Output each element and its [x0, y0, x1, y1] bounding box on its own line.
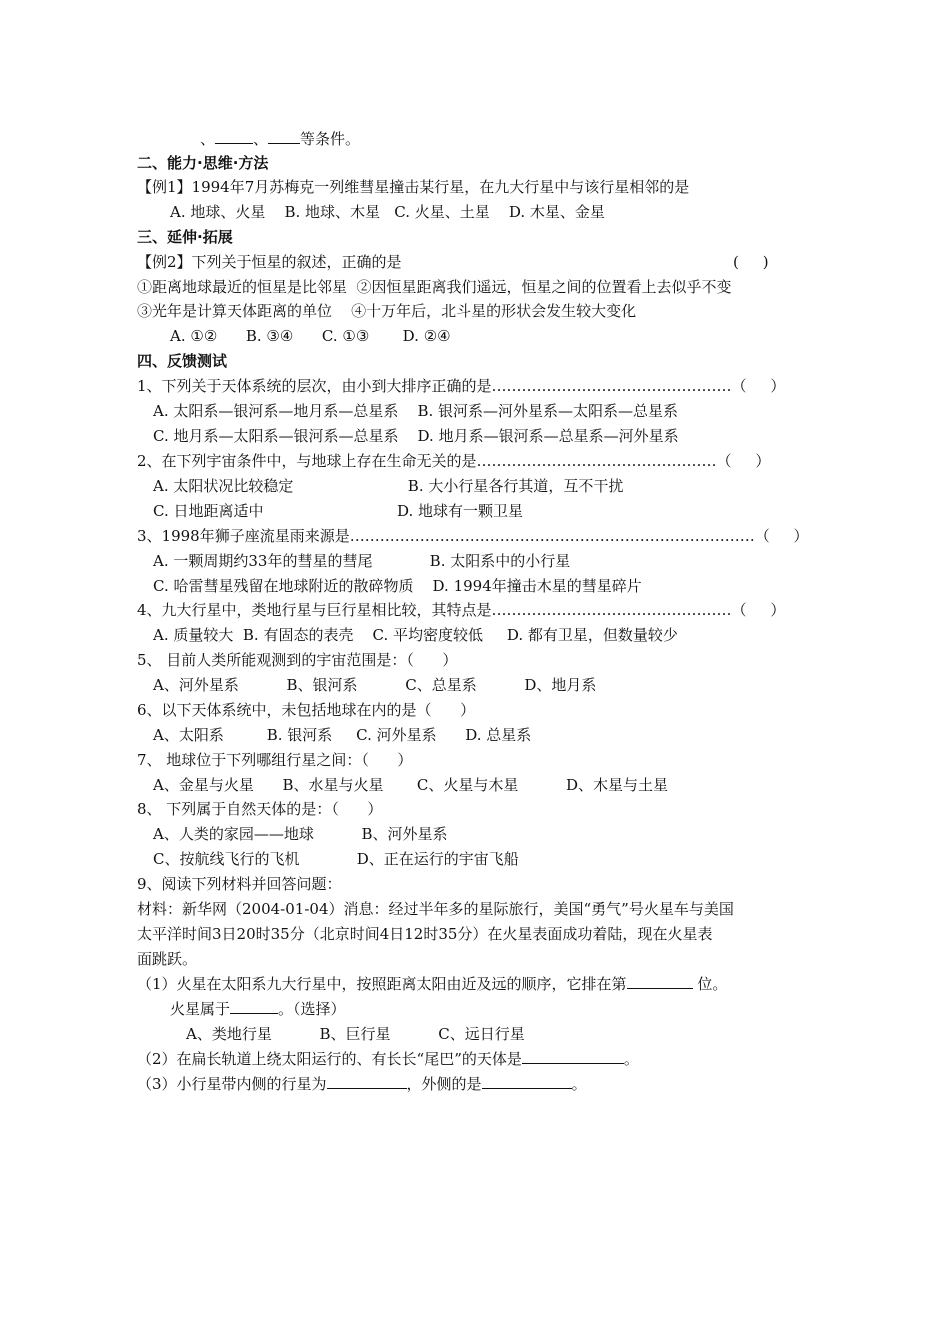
example1-options: A. 地球、火星 B. 地球、木星 C. 火星、土星 D. 木星、金星: [170, 203, 605, 221]
q9-sub2: [137, 1048, 639, 1070]
q9-sub3-blank-2: [482, 1073, 572, 1089]
q9-sub1a-blank: [627, 973, 693, 989]
example2-paren: ( ): [733, 253, 769, 271]
q8-stem: 8、 下列属于自然天体的是：（ ）: [137, 800, 383, 818]
top-line-sep: 、: [253, 130, 269, 148]
q9-sub3: [137, 1073, 587, 1095]
q6-stem: 6、以下天体系统中，未包括地球在内的是（ ）: [137, 701, 476, 719]
q2-options-1: A. 太阳状况比较稳定 B. 大小行星各行其道，互不干扰: [153, 477, 624, 495]
example2-line2: ①距离地球最近的恒星是比邻星 ②因恒星距离我们遥远，恒星之间的位置看上去似乎不变: [137, 278, 732, 296]
q2-options-2: C. 日地距离适中 D. 地球有一颗卫星: [153, 502, 524, 520]
top-line-prefix: 、: [200, 130, 216, 148]
q7-options-1: A、金星与火星 B、水星与火星 C、火星与木星 D、木星与土星: [153, 776, 669, 794]
q3-stem: 3、1998年狮子座流星雨来源是………………………………………………………………………（ ）: [137, 527, 809, 545]
q9-sub2-blank: [522, 1048, 624, 1064]
q9-sub3-end: 。: [571, 1075, 587, 1093]
q9-sub1b-end: 。（选择）: [278, 1000, 346, 1018]
q1-stem: 1、下列关于天体系统的层次，由小到大排序正确的是…………………………………………（ ）: [137, 377, 786, 395]
q5-stem: 5、 目前人类所能观测到的宇宙范围是：（ ）: [137, 651, 458, 669]
q4-options-1: A. 质量较大 B. 有固态的表壳 C. 平均密度较低 D. 都有卫星，但数量较少: [153, 626, 678, 644]
example1-stem: 【例1】1994年7月苏梅克一列维彗星撞击某行星，在九大行星中与该行星相邻的是: [137, 178, 690, 196]
example2-options: A. ①② B. ③④ C. ①③ D. ②④: [170, 327, 451, 345]
top-line-suffix: 等条件。: [300, 130, 361, 148]
q9-material-2: 太平洋时间3日20时35分（北京时间4日12时35分）在火星表面成功着陆，现在火星表: [137, 925, 713, 943]
top-line: [200, 128, 360, 150]
q9-sub1b: [170, 998, 346, 1020]
q3-options-2: C. 哈雷彗星残留在地球附近的散碎物质 D. 1994年撞击木星的彗星碎片: [153, 577, 642, 595]
q3-options-1: A. 一颗周期约33年的彗星的彗尾 B. 太阳系中的小行星: [153, 552, 571, 570]
q8-options-2: C、按航线飞行的飞机 D、正在运行的宇宙飞船: [153, 850, 519, 868]
q6-options-1: A、太阳系 B. 银河系 C. 河外星系 D. 总星系: [153, 726, 532, 744]
example2-line3: ③光年是计算天体距离的单位 ④十万年后，北斗星的形状会发生较大变化: [137, 302, 637, 320]
q1-options-2: C. 地月系—太阳系—银河系—总星系 D. 地月系—银河系—总星系—河外星系: [153, 427, 679, 445]
q4-stem: 4、九大行星中，类地行星与巨行星相比较，其特点是…………………………………………（ ）: [137, 601, 786, 619]
q9-stem: 9、阅读下列材料并回答问题：: [137, 875, 342, 893]
section3-heading: 三、延伸·拓展: [137, 228, 233, 246]
blank-2: [268, 128, 300, 144]
q9-sub3-mid: ，外侧的是: [406, 1075, 482, 1093]
blank-1: [215, 128, 253, 144]
q9-material-3: 面跳跃。: [137, 950, 198, 968]
example2-stem: 【例2】下列关于恒星的叙述，正确的是: [137, 253, 402, 271]
q9-material-1: 材料：新华网（2004-01-04）消息：经过半年多的星际旅行，美国“勇气”号火星车与美国: [137, 900, 734, 918]
q2-stem: 2、在下列宇宙条件中，与地球上存在生命无关的是…………………………………………（ ）: [137, 452, 771, 470]
q9-sub2-end: 。: [623, 1050, 639, 1068]
section2-heading: 二、能力·思维·方法: [137, 154, 269, 172]
q8-options-1: A、人类的家园——地球 B、河外星系: [153, 825, 448, 843]
q9-sub1b-blank: [230, 998, 278, 1014]
q9-sub1a: [137, 973, 727, 995]
section4-heading: 四、反馈测试: [137, 352, 228, 370]
q9-sub3-blank-1: [327, 1073, 407, 1089]
q9-sub1a-text: （1）火星在太阳系九大行星中，按照距离太阳由近及远的顺序，它排在第: [137, 975, 627, 993]
q9-sub2-text: （2）在扁长轨道上绕太阳运行的、有长长“尾巴”的天体是: [137, 1050, 522, 1068]
q9-sub1c: A、类地行星 B、巨行星 C、远日行星: [186, 1025, 525, 1043]
q9-sub1b-text: 火星属于: [170, 1000, 231, 1018]
q1-options-1: A. 太阳系—银河系—地月系—总星系 B. 银河系—河外星系—太阳系—总星系: [153, 402, 679, 420]
q5-options-1: A、河外星系 B、银河系 C、总星系 D、地月系: [153, 676, 597, 694]
q9-sub1a-end: 位。: [697, 975, 728, 993]
q9-sub3-text: （3）小行星带内侧的行星为: [137, 1075, 327, 1093]
q7-stem: 7、 地球位于下列哪组行星之间：（ ）: [137, 751, 413, 769]
